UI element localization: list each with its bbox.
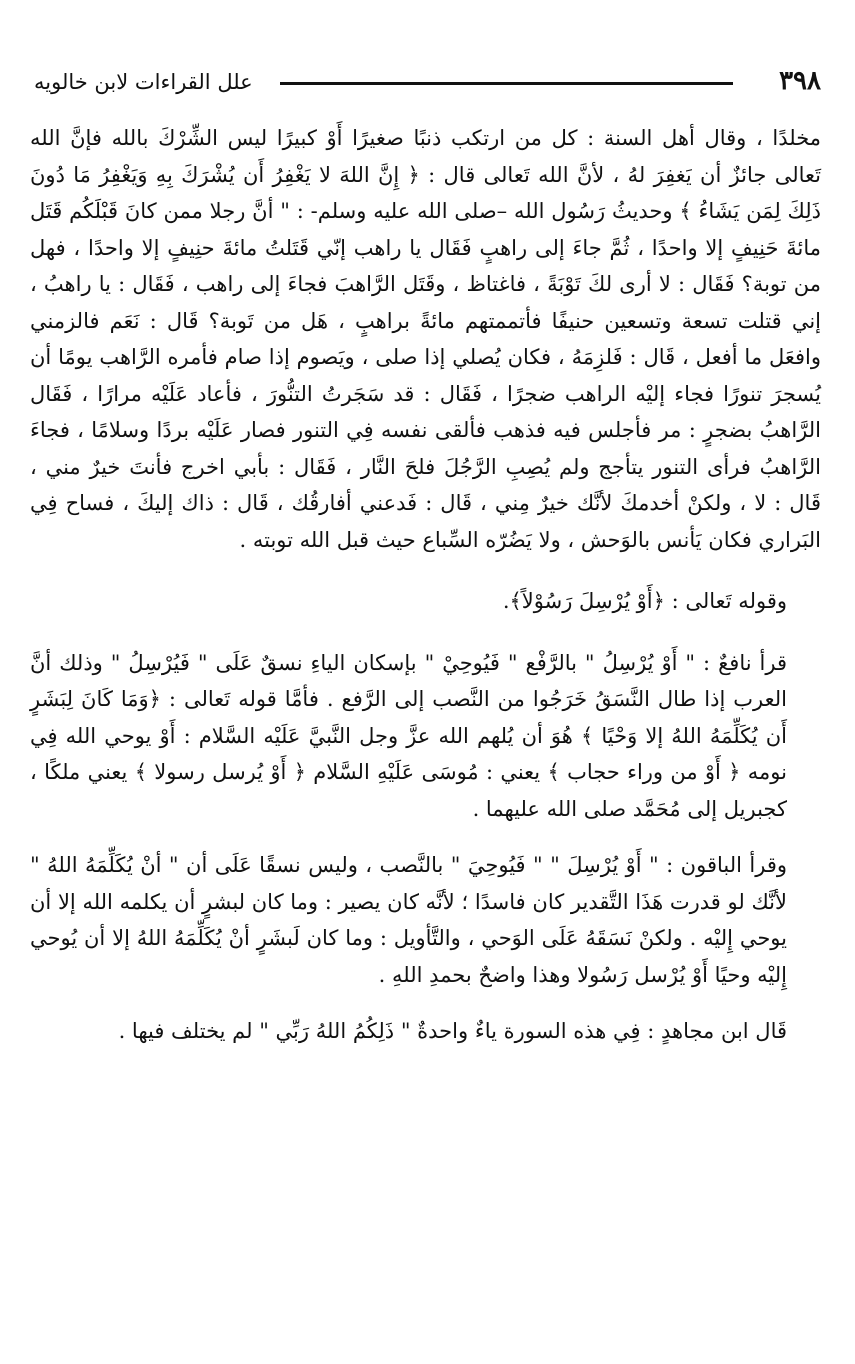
running-title: علل القراءات لابن خالويه — [34, 70, 253, 94]
paragraph-nafi-reading: قرأ نافعٌ : " أَوْ يُرْسِلُ " بالرَّفْع " فَيُوحِيْ " بإسكان الياءِ نسقٌ عَلَى " فَيُرْسِلُ " وذلك أنَّ العرب إذا طال النَّسَقُ خَرَجُوا من النَّصب إلى الرَّفع . فأمَّا قوله تَعالى : ﴿وَمَا كَانَ لِبَشَرٍ أَن يُكَلِّمَهُ اللهُ إلا وَحْيًا ﴾ هُوَ أن يُلهم الله عزَّ وجل النَّبيَّ عَلَيْه السَّلام : أَوْ يوحي الله فِي نومه ﴿ أَوْ من وراء حجاب ﴾ يعني : مُوسَى عَلَيْهِ السَّلام ﴿ أَوْ يُرسل رسولا ﴾ يعني ملكًا ، كجبريل إلى مُحَمَّد صلى الله عليهما . — [30, 650, 787, 821]
paragraph-others-reading: وقرأ الباقون : " أَوْ يُرْسِلَ " " فَيُوحِيَ " بالنَّصب ، وليس نسقًا عَلَى أن " أنْ يُكَلِّمَهُ اللهُ " لأنَّك لو قدرت هَذَا التَّقدير كان فاسدًا ؛ لأنَّه كان يصير : وما كان لبشرٍ أن يكلمه الله إلا أن يوحي إِليْه . ولكنْ نَسَقَهُ عَلَى الوَحي ، والتَّأويل : وما كان لَبشَرٍ أنْ يُكَلِّمَهُ اللهُ إلا أن يُوحي إِليْه وحيًا أَوْ يُرْسل رَسُولا وهذا واضحٌ بحمدِ اللهِ . — [30, 853, 787, 987]
paragraph-gap — [30, 827, 821, 847]
paragraph-gap — [30, 558, 821, 583]
paragraph-gap — [30, 993, 821, 1013]
page-body — [30, 120, 821, 1050]
page-number: ٣٩٨ — [779, 66, 821, 96]
paragraph-ibn-mujahid: قَال ابن مجاهدٍ : فِي هذه السورة ياءٌ واحدةٌ " ذَلِكُمُ اللهُ رَبِّي " لم يختلف فيها . — [118, 1019, 787, 1043]
paragraph-gap — [30, 620, 821, 645]
page-header — [34, 62, 821, 102]
header-rule — [280, 82, 733, 85]
paragraph-verse-heading: وقوله تَعالى : ﴿أَوْ يُرْسِلَ رَسُوْلاً﴾. — [502, 589, 787, 613]
paragraph-commentary: مخلدًا ، وقال أهل السنة : كل من ارتكب ذنبًا صغيرًا أَوْ كبيرًا ليس الشِّرْكَ بالله فإنَّ الله تَعالى جائزٌ أن يَغفِرَ لهُ ، لأنَّ الله تَعالى قال : ﴿ إِنَّ اللهَ لا يَغْفِرُ أَن يُشْرَكَ بِهِ وَيَغْفِرُ مَا دُونَ ذَلِكَ لِمَن يَشَاءُ ﴾ وحديثُ رَسُول الله –صلى الله عليه وسلم- : " أنَّ رجلا ممن كانَ قَبْلَكُم قَتَل مائةَ حَنِيفٍ إلا واحدًا ، ثُمَّ جاءَ إلى راهبٍ فَقَال يا راهب إنّي قَتَلتُ مائةَ حنِيفٍ إلا واحدًا ، فهل من توبة؟ فَقَال : لا أرى لكَ تَوْبَةً ، فاغتاظ ، وقَتَل الرَّاهبَ فجاءَ إلى راهب ، فَقَال : يا راهبُ ، إني قتلت تسعة وتسعين حنيفًا فأتممتهم مائةً براهبٍ ، هَل من تَوبة؟ قَال : نَعَم فالزمني وافعَل ما أفعل ، قَال : فَلزِمَهُ ، فكان يُصلي إذا صلى ، ويَصوم إذا صام فأمره الرَّاهب يومًا أن يُسجرَ تنورًا فجاء إليْه الراهب ضجرًا ، فَقَال : قد سَجَرتُ التنُّورَ ، فأعاد عَلَيْه مرارًا ، فَقَال الرَّاهبُ بضجرٍ : مر فأجلس فيه فذهب فألقى نفسه فِي التنور فصار عَلَيْه بردًا وسلامًا ، فجاءَ الرَّاهبُ فرأى التنور يتأجج ولم يُصِبِ الرَّجُلَ فلحَ النَّار ، فَقَال : بأبي اخرج فأنتَ خيرٌ مني ، قَال : لا ، ولكنْ أخدمكَ لأنَّك خيرٌ مِني ، قَال : فَدعني أفارقُك ، قَال : ذاك إليكَ ، فساح فِي البَراري فكان يَأنس بالوَحش ، ولا يَضُرّه السِّباع حيث قبل الله توبته . — [30, 126, 822, 552]
